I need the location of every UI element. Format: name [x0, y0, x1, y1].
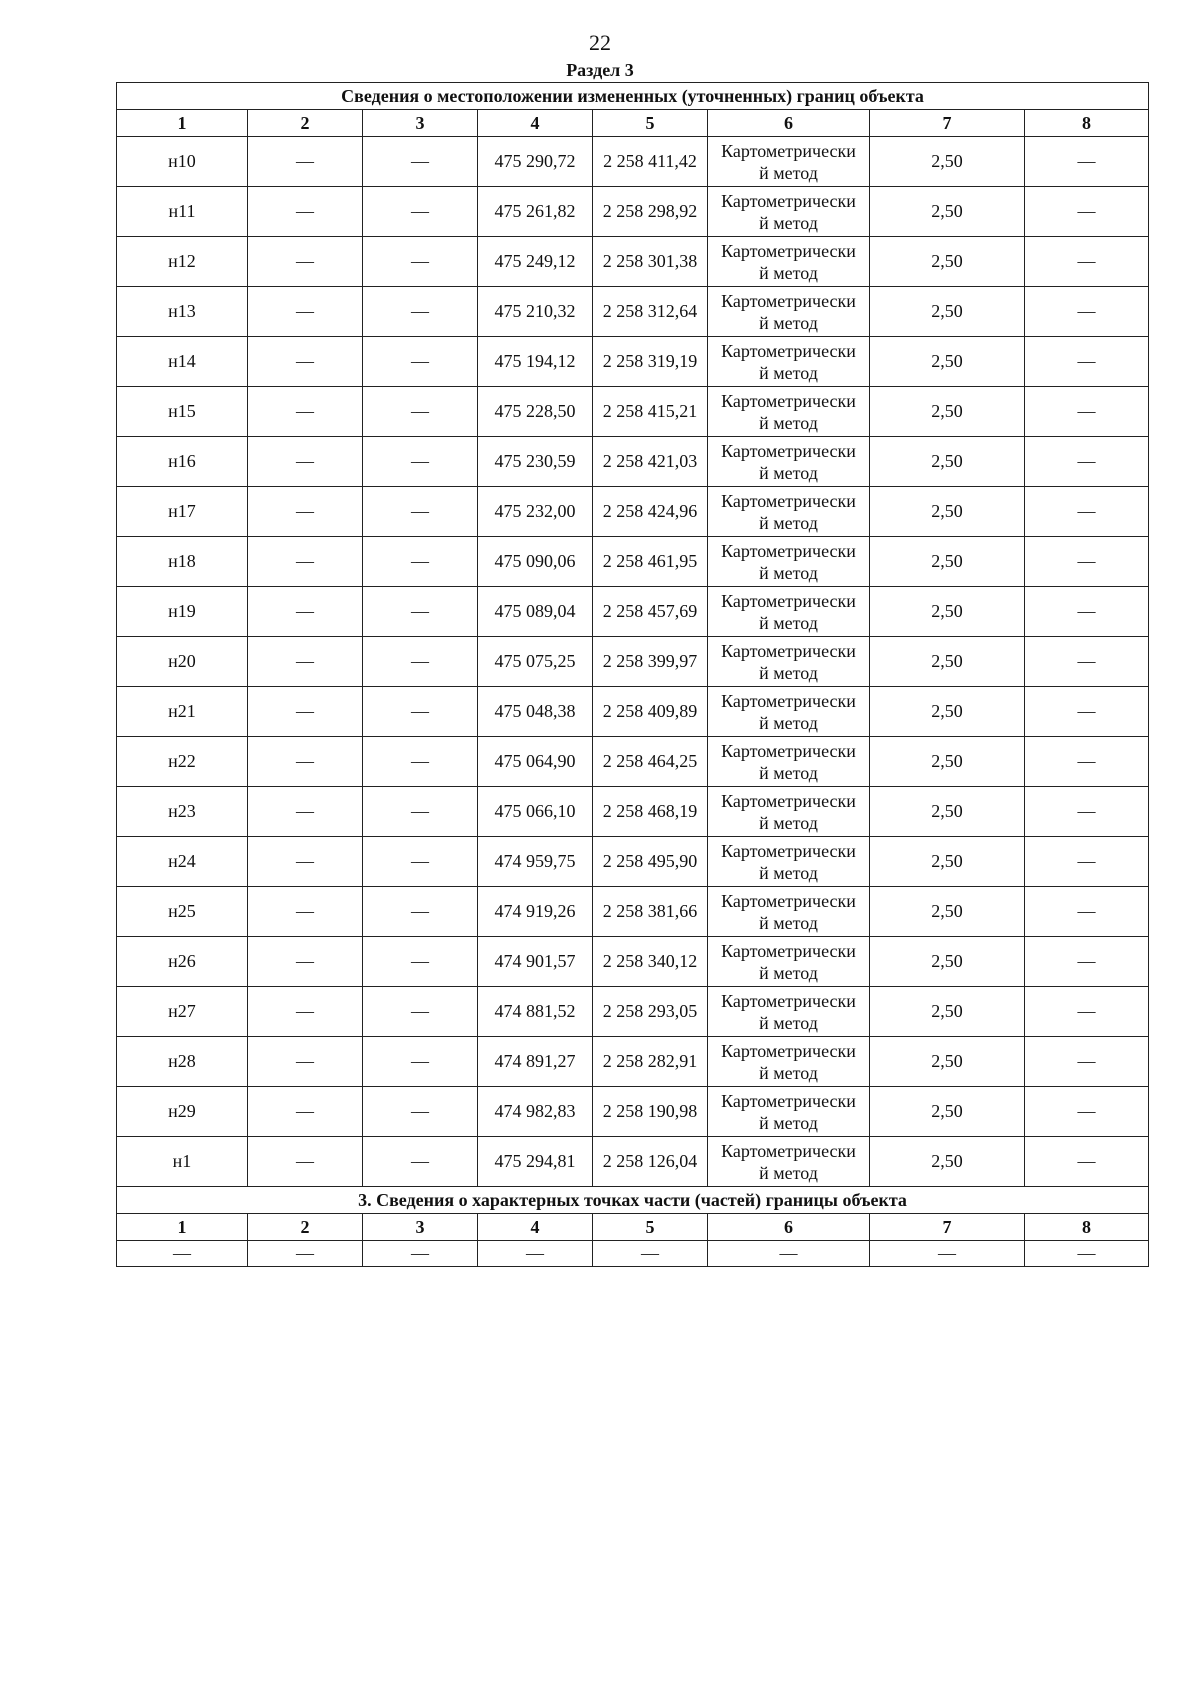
- column-3-cell: —: [363, 237, 478, 287]
- point-name-cell: н17: [117, 487, 248, 537]
- table-row: [117, 587, 1149, 637]
- column-2-cell: —: [248, 387, 363, 437]
- parts-column-number: 8: [1025, 1214, 1149, 1241]
- column-3-cell: —: [363, 487, 478, 537]
- method-line-1: Картометрически: [721, 540, 856, 561]
- table-row: [117, 737, 1149, 787]
- y-coordinate-cell: 2 258 409,89: [593, 687, 708, 737]
- accuracy-cell: 2,50: [870, 587, 1025, 637]
- column-3-cell: —: [363, 1087, 478, 1137]
- accuracy-cell: 2,50: [870, 487, 1025, 537]
- parts-column-number-row: [117, 1214, 1149, 1241]
- point-name-cell: н27: [117, 987, 248, 1037]
- accuracy-cell: 2,50: [870, 537, 1025, 587]
- column-8-cell: —: [1025, 737, 1149, 787]
- y-coordinate-cell: 2 258 468,19: [593, 787, 708, 837]
- point-name-cell: н13: [117, 287, 248, 337]
- method-line-1: Картометрически: [721, 240, 856, 261]
- accuracy-cell: 2,50: [870, 1137, 1025, 1187]
- parts-cell: —: [870, 1241, 1025, 1267]
- method-line-1: Картометрически: [721, 140, 856, 161]
- column-3-cell: —: [363, 287, 478, 337]
- method-cell: [708, 737, 870, 787]
- method-cell: [708, 687, 870, 737]
- column-3-cell: —: [363, 587, 478, 637]
- y-coordinate-cell: 2 258 399,97: [593, 637, 708, 687]
- point-name-cell: н20: [117, 637, 248, 687]
- accuracy-cell: 2,50: [870, 387, 1025, 437]
- column-2-cell: —: [248, 937, 363, 987]
- column-2-cell: —: [248, 187, 363, 237]
- accuracy-cell: 2,50: [870, 737, 1025, 787]
- column-2-cell: —: [248, 437, 363, 487]
- method-cell: [708, 1037, 870, 1087]
- point-name-cell: н12: [117, 237, 248, 287]
- accuracy-cell: 2,50: [870, 787, 1025, 837]
- method-line-2: й метод: [759, 712, 818, 733]
- parts-cell: —: [708, 1241, 870, 1267]
- method-line-2: й метод: [759, 762, 818, 783]
- method-cell: [708, 387, 870, 437]
- method-line-2: й метод: [759, 962, 818, 983]
- column-2-cell: —: [248, 737, 363, 787]
- page-number: 22: [589, 30, 611, 55]
- point-name-cell: н28: [117, 1037, 248, 1087]
- parts-table-row: [117, 1241, 1149, 1267]
- method-line-2: й метод: [759, 1112, 818, 1133]
- method-cell: [708, 1087, 870, 1137]
- table-row: [117, 187, 1149, 237]
- point-name-cell: н10: [117, 137, 248, 187]
- method-line-1: Картометрически: [721, 940, 856, 961]
- y-coordinate-cell: 2 258 421,03: [593, 437, 708, 487]
- method-line-1: Картометрически: [721, 640, 856, 661]
- y-coordinate-cell: 2 258 190,98: [593, 1087, 708, 1137]
- column-2-cell: —: [248, 487, 363, 537]
- method-line-2: й метод: [759, 512, 818, 533]
- accuracy-cell: 2,50: [870, 237, 1025, 287]
- method-line-1: Картометрически: [721, 990, 856, 1011]
- x-coordinate-cell: 474 959,75: [478, 837, 593, 887]
- point-name-cell: н21: [117, 687, 248, 737]
- column-2-cell: —: [248, 287, 363, 337]
- column-3-cell: —: [363, 937, 478, 987]
- y-coordinate-cell: 2 258 457,69: [593, 587, 708, 637]
- column-2-cell: —: [248, 1037, 363, 1087]
- method-line-1: Картометрически: [721, 290, 856, 311]
- column-2-cell: —: [248, 587, 363, 637]
- y-coordinate-cell: 2 258 411,42: [593, 137, 708, 187]
- method-line-2: й метод: [759, 362, 818, 383]
- column-number-row: [117, 110, 1149, 137]
- method-line-2: й метод: [759, 812, 818, 833]
- method-cell: [708, 187, 870, 237]
- accuracy-cell: 2,50: [870, 287, 1025, 337]
- column-3-cell: —: [363, 437, 478, 487]
- method-line-2: й метод: [759, 412, 818, 433]
- y-coordinate-cell: 2 258 464,25: [593, 737, 708, 787]
- y-coordinate-cell: 2 258 312,64: [593, 287, 708, 337]
- parts-column-number: 6: [708, 1214, 870, 1241]
- column-2-cell: —: [248, 337, 363, 387]
- column-2-cell: —: [248, 887, 363, 937]
- method-cell: [708, 637, 870, 687]
- table-title: Сведения о местоположении измененных (уточненных) границ объекта: [117, 83, 1149, 110]
- x-coordinate-cell: 475 194,12: [478, 337, 593, 387]
- y-coordinate-cell: 2 258 301,38: [593, 237, 708, 287]
- column-number: 4: [478, 110, 593, 137]
- column-3-cell: —: [363, 387, 478, 437]
- parts-cell: —: [1025, 1241, 1149, 1267]
- y-coordinate-cell: 2 258 340,12: [593, 937, 708, 987]
- method-line-2: й метод: [759, 1162, 818, 1183]
- table-row: [117, 1137, 1149, 1187]
- column-8-cell: —: [1025, 1087, 1149, 1137]
- x-coordinate-cell: 475 089,04: [478, 587, 593, 637]
- column-2-cell: —: [248, 1087, 363, 1137]
- column-2-cell: —: [248, 987, 363, 1037]
- point-name-cell: н19: [117, 587, 248, 637]
- method-line-2: й метод: [759, 1062, 818, 1083]
- accuracy-cell: 2,50: [870, 337, 1025, 387]
- column-3-cell: —: [363, 1037, 478, 1087]
- column-2-cell: —: [248, 687, 363, 737]
- method-cell: [708, 987, 870, 1037]
- x-coordinate-cell: 475 232,00: [478, 487, 593, 537]
- method-cell: [708, 137, 870, 187]
- y-coordinate-cell: 2 258 282,91: [593, 1037, 708, 1087]
- y-coordinate-cell: 2 258 126,04: [593, 1137, 708, 1187]
- column-number: 7: [870, 110, 1025, 137]
- point-name-cell: н11: [117, 187, 248, 237]
- method-line-1: Картометрически: [721, 1090, 856, 1111]
- method-cell: [708, 337, 870, 387]
- method-line-2: й метод: [759, 312, 818, 333]
- method-line-1: Картометрически: [721, 1040, 856, 1061]
- parts-section-title: 3. Сведения о характерных точках части (частей) границы объекта: [117, 1187, 1149, 1214]
- column-2-cell: —: [248, 237, 363, 287]
- method-line-1: Картометрически: [721, 690, 856, 711]
- column-8-cell: —: [1025, 837, 1149, 887]
- column-8-cell: —: [1025, 887, 1149, 937]
- table-row: [117, 137, 1149, 187]
- table-row: [117, 237, 1149, 287]
- table-row: [117, 1037, 1149, 1087]
- column-number: 8: [1025, 110, 1149, 137]
- method-line-2: й метод: [759, 562, 818, 583]
- table-row: [117, 537, 1149, 587]
- column-8-cell: —: [1025, 187, 1149, 237]
- method-line-2: й метод: [759, 162, 818, 183]
- method-line-1: Картометрически: [721, 1140, 856, 1161]
- x-coordinate-cell: 475 210,32: [478, 287, 593, 337]
- column-8-cell: —: [1025, 1037, 1149, 1087]
- method-line-1: Картометрически: [721, 590, 856, 611]
- column-8-cell: —: [1025, 937, 1149, 987]
- column-3-cell: —: [363, 987, 478, 1037]
- parts-cell: —: [363, 1241, 478, 1267]
- method-line-1: Картометрически: [721, 390, 856, 411]
- method-cell: [708, 287, 870, 337]
- y-coordinate-cell: 2 258 424,96: [593, 487, 708, 537]
- column-8-cell: —: [1025, 387, 1149, 437]
- method-line-2: й метод: [759, 262, 818, 283]
- column-3-cell: —: [363, 687, 478, 737]
- accuracy-cell: 2,50: [870, 887, 1025, 937]
- x-coordinate-cell: 474 919,26: [478, 887, 593, 937]
- accuracy-cell: 2,50: [870, 187, 1025, 237]
- point-name-cell: н15: [117, 387, 248, 437]
- x-coordinate-cell: 475 090,06: [478, 537, 593, 587]
- table-row: [117, 887, 1149, 937]
- point-name-cell: н16: [117, 437, 248, 487]
- column-2-cell: —: [248, 137, 363, 187]
- x-coordinate-cell: 475 064,90: [478, 737, 593, 787]
- method-cell: [708, 587, 870, 637]
- column-3-cell: —: [363, 1137, 478, 1187]
- accuracy-cell: 2,50: [870, 637, 1025, 687]
- column-3-cell: —: [363, 187, 478, 237]
- parts-cell: —: [478, 1241, 593, 1267]
- column-3-cell: —: [363, 737, 478, 787]
- column-number: 5: [593, 110, 708, 137]
- y-coordinate-cell: 2 258 298,92: [593, 187, 708, 237]
- accuracy-cell: 2,50: [870, 987, 1025, 1037]
- parts-cell: —: [593, 1241, 708, 1267]
- method-line-2: й метод: [759, 612, 818, 633]
- accuracy-cell: 2,50: [870, 1087, 1025, 1137]
- column-8-cell: —: [1025, 987, 1149, 1037]
- parts-column-number: 3: [363, 1214, 478, 1241]
- x-coordinate-cell: 475 075,25: [478, 637, 593, 687]
- y-coordinate-cell: 2 258 495,90: [593, 837, 708, 887]
- column-8-cell: —: [1025, 137, 1149, 187]
- accuracy-cell: 2,50: [870, 687, 1025, 737]
- method-line-2: й метод: [759, 662, 818, 683]
- parts-column-number: 1: [117, 1214, 248, 1241]
- method-cell: [708, 887, 870, 937]
- table-row: [117, 637, 1149, 687]
- method-cell: [708, 1137, 870, 1187]
- method-line-1: Картометрически: [721, 790, 856, 811]
- column-3-cell: —: [363, 337, 478, 387]
- accuracy-cell: 2,50: [870, 437, 1025, 487]
- x-coordinate-cell: 475 294,81: [478, 1137, 593, 1187]
- method-cell: [708, 437, 870, 487]
- column-8-cell: —: [1025, 287, 1149, 337]
- column-3-cell: —: [363, 537, 478, 587]
- parts-column-number: 5: [593, 1214, 708, 1241]
- parts-cell: —: [248, 1241, 363, 1267]
- column-8-cell: —: [1025, 1137, 1149, 1187]
- table-row: [117, 487, 1149, 537]
- table-row: [117, 287, 1149, 337]
- table-row: [117, 337, 1149, 387]
- point-name-cell: н24: [117, 837, 248, 887]
- method-line-2: й метод: [759, 912, 818, 933]
- accuracy-cell: 2,50: [870, 937, 1025, 987]
- column-number: 3: [363, 110, 478, 137]
- parts-column-number: 4: [478, 1214, 593, 1241]
- method-cell: [708, 937, 870, 987]
- column-3-cell: —: [363, 787, 478, 837]
- column-2-cell: —: [248, 637, 363, 687]
- point-name-cell: н26: [117, 937, 248, 987]
- boundary-points-table: [116, 82, 1149, 1267]
- method-cell: [708, 787, 870, 837]
- column-2-cell: —: [248, 837, 363, 887]
- table-row: [117, 437, 1149, 487]
- table-row: [117, 987, 1149, 1037]
- y-coordinate-cell: 2 258 461,95: [593, 537, 708, 587]
- column-2-cell: —: [248, 1137, 363, 1187]
- column-8-cell: —: [1025, 487, 1149, 537]
- column-8-cell: —: [1025, 787, 1149, 837]
- column-number: 1: [117, 110, 248, 137]
- table-row: [117, 687, 1149, 737]
- column-8-cell: —: [1025, 637, 1149, 687]
- x-coordinate-cell: 474 891,27: [478, 1037, 593, 1087]
- column-2-cell: —: [248, 787, 363, 837]
- column-8-cell: —: [1025, 237, 1149, 287]
- parts-column-number: 2: [248, 1214, 363, 1241]
- y-coordinate-cell: 2 258 381,66: [593, 887, 708, 937]
- method-cell: [708, 487, 870, 537]
- point-name-cell: н23: [117, 787, 248, 837]
- point-name-cell: н1: [117, 1137, 248, 1187]
- method-line-1: Картометрически: [721, 190, 856, 211]
- point-name-cell: н22: [117, 737, 248, 787]
- point-name-cell: н14: [117, 337, 248, 387]
- column-number: 2: [248, 110, 363, 137]
- method-line-2: й метод: [759, 462, 818, 483]
- method-line-2: й метод: [759, 212, 818, 233]
- table-row: [117, 387, 1149, 437]
- method-line-2: й метод: [759, 862, 818, 883]
- parts-cell: —: [117, 1241, 248, 1267]
- y-coordinate-cell: 2 258 293,05: [593, 987, 708, 1037]
- method-cell: [708, 237, 870, 287]
- x-coordinate-cell: 474 881,52: [478, 987, 593, 1037]
- point-name-cell: н29: [117, 1087, 248, 1137]
- method-line-2: й метод: [759, 1012, 818, 1033]
- point-name-cell: н18: [117, 537, 248, 587]
- point-name-cell: н25: [117, 887, 248, 937]
- table-row: [117, 937, 1149, 987]
- column-8-cell: —: [1025, 337, 1149, 387]
- column-3-cell: —: [363, 137, 478, 187]
- x-coordinate-cell: 475 230,59: [478, 437, 593, 487]
- method-cell: [708, 837, 870, 887]
- accuracy-cell: 2,50: [870, 137, 1025, 187]
- accuracy-cell: 2,50: [870, 837, 1025, 887]
- column-8-cell: —: [1025, 537, 1149, 587]
- column-3-cell: —: [363, 837, 478, 887]
- x-coordinate-cell: 475 228,50: [478, 387, 593, 437]
- x-coordinate-cell: 474 982,83: [478, 1087, 593, 1137]
- column-8-cell: —: [1025, 687, 1149, 737]
- method-line-1: Картометрически: [721, 340, 856, 361]
- method-line-1: Картометрически: [721, 440, 856, 461]
- x-coordinate-cell: 475 066,10: [478, 787, 593, 837]
- x-coordinate-cell: 474 901,57: [478, 937, 593, 987]
- column-3-cell: —: [363, 887, 478, 937]
- table-row: [117, 837, 1149, 887]
- method-line-1: Картометрически: [721, 740, 856, 761]
- x-coordinate-cell: 475 249,12: [478, 237, 593, 287]
- x-coordinate-cell: 475 290,72: [478, 137, 593, 187]
- y-coordinate-cell: 2 258 415,21: [593, 387, 708, 437]
- table-row: [117, 787, 1149, 837]
- column-2-cell: —: [248, 537, 363, 587]
- column-number: 6: [708, 110, 870, 137]
- parts-column-number: 7: [870, 1214, 1025, 1241]
- table-row: [117, 1087, 1149, 1137]
- x-coordinate-cell: 475 048,38: [478, 687, 593, 737]
- accuracy-cell: 2,50: [870, 1037, 1025, 1087]
- method-line-1: Картометрически: [721, 840, 856, 861]
- column-8-cell: —: [1025, 587, 1149, 637]
- method-line-1: Картометрически: [721, 490, 856, 511]
- y-coordinate-cell: 2 258 319,19: [593, 337, 708, 387]
- method-cell: [708, 537, 870, 587]
- column-3-cell: —: [363, 637, 478, 687]
- section-title: Раздел 3: [566, 60, 634, 80]
- method-line-1: Картометрически: [721, 890, 856, 911]
- column-8-cell: —: [1025, 437, 1149, 487]
- x-coordinate-cell: 475 261,82: [478, 187, 593, 237]
